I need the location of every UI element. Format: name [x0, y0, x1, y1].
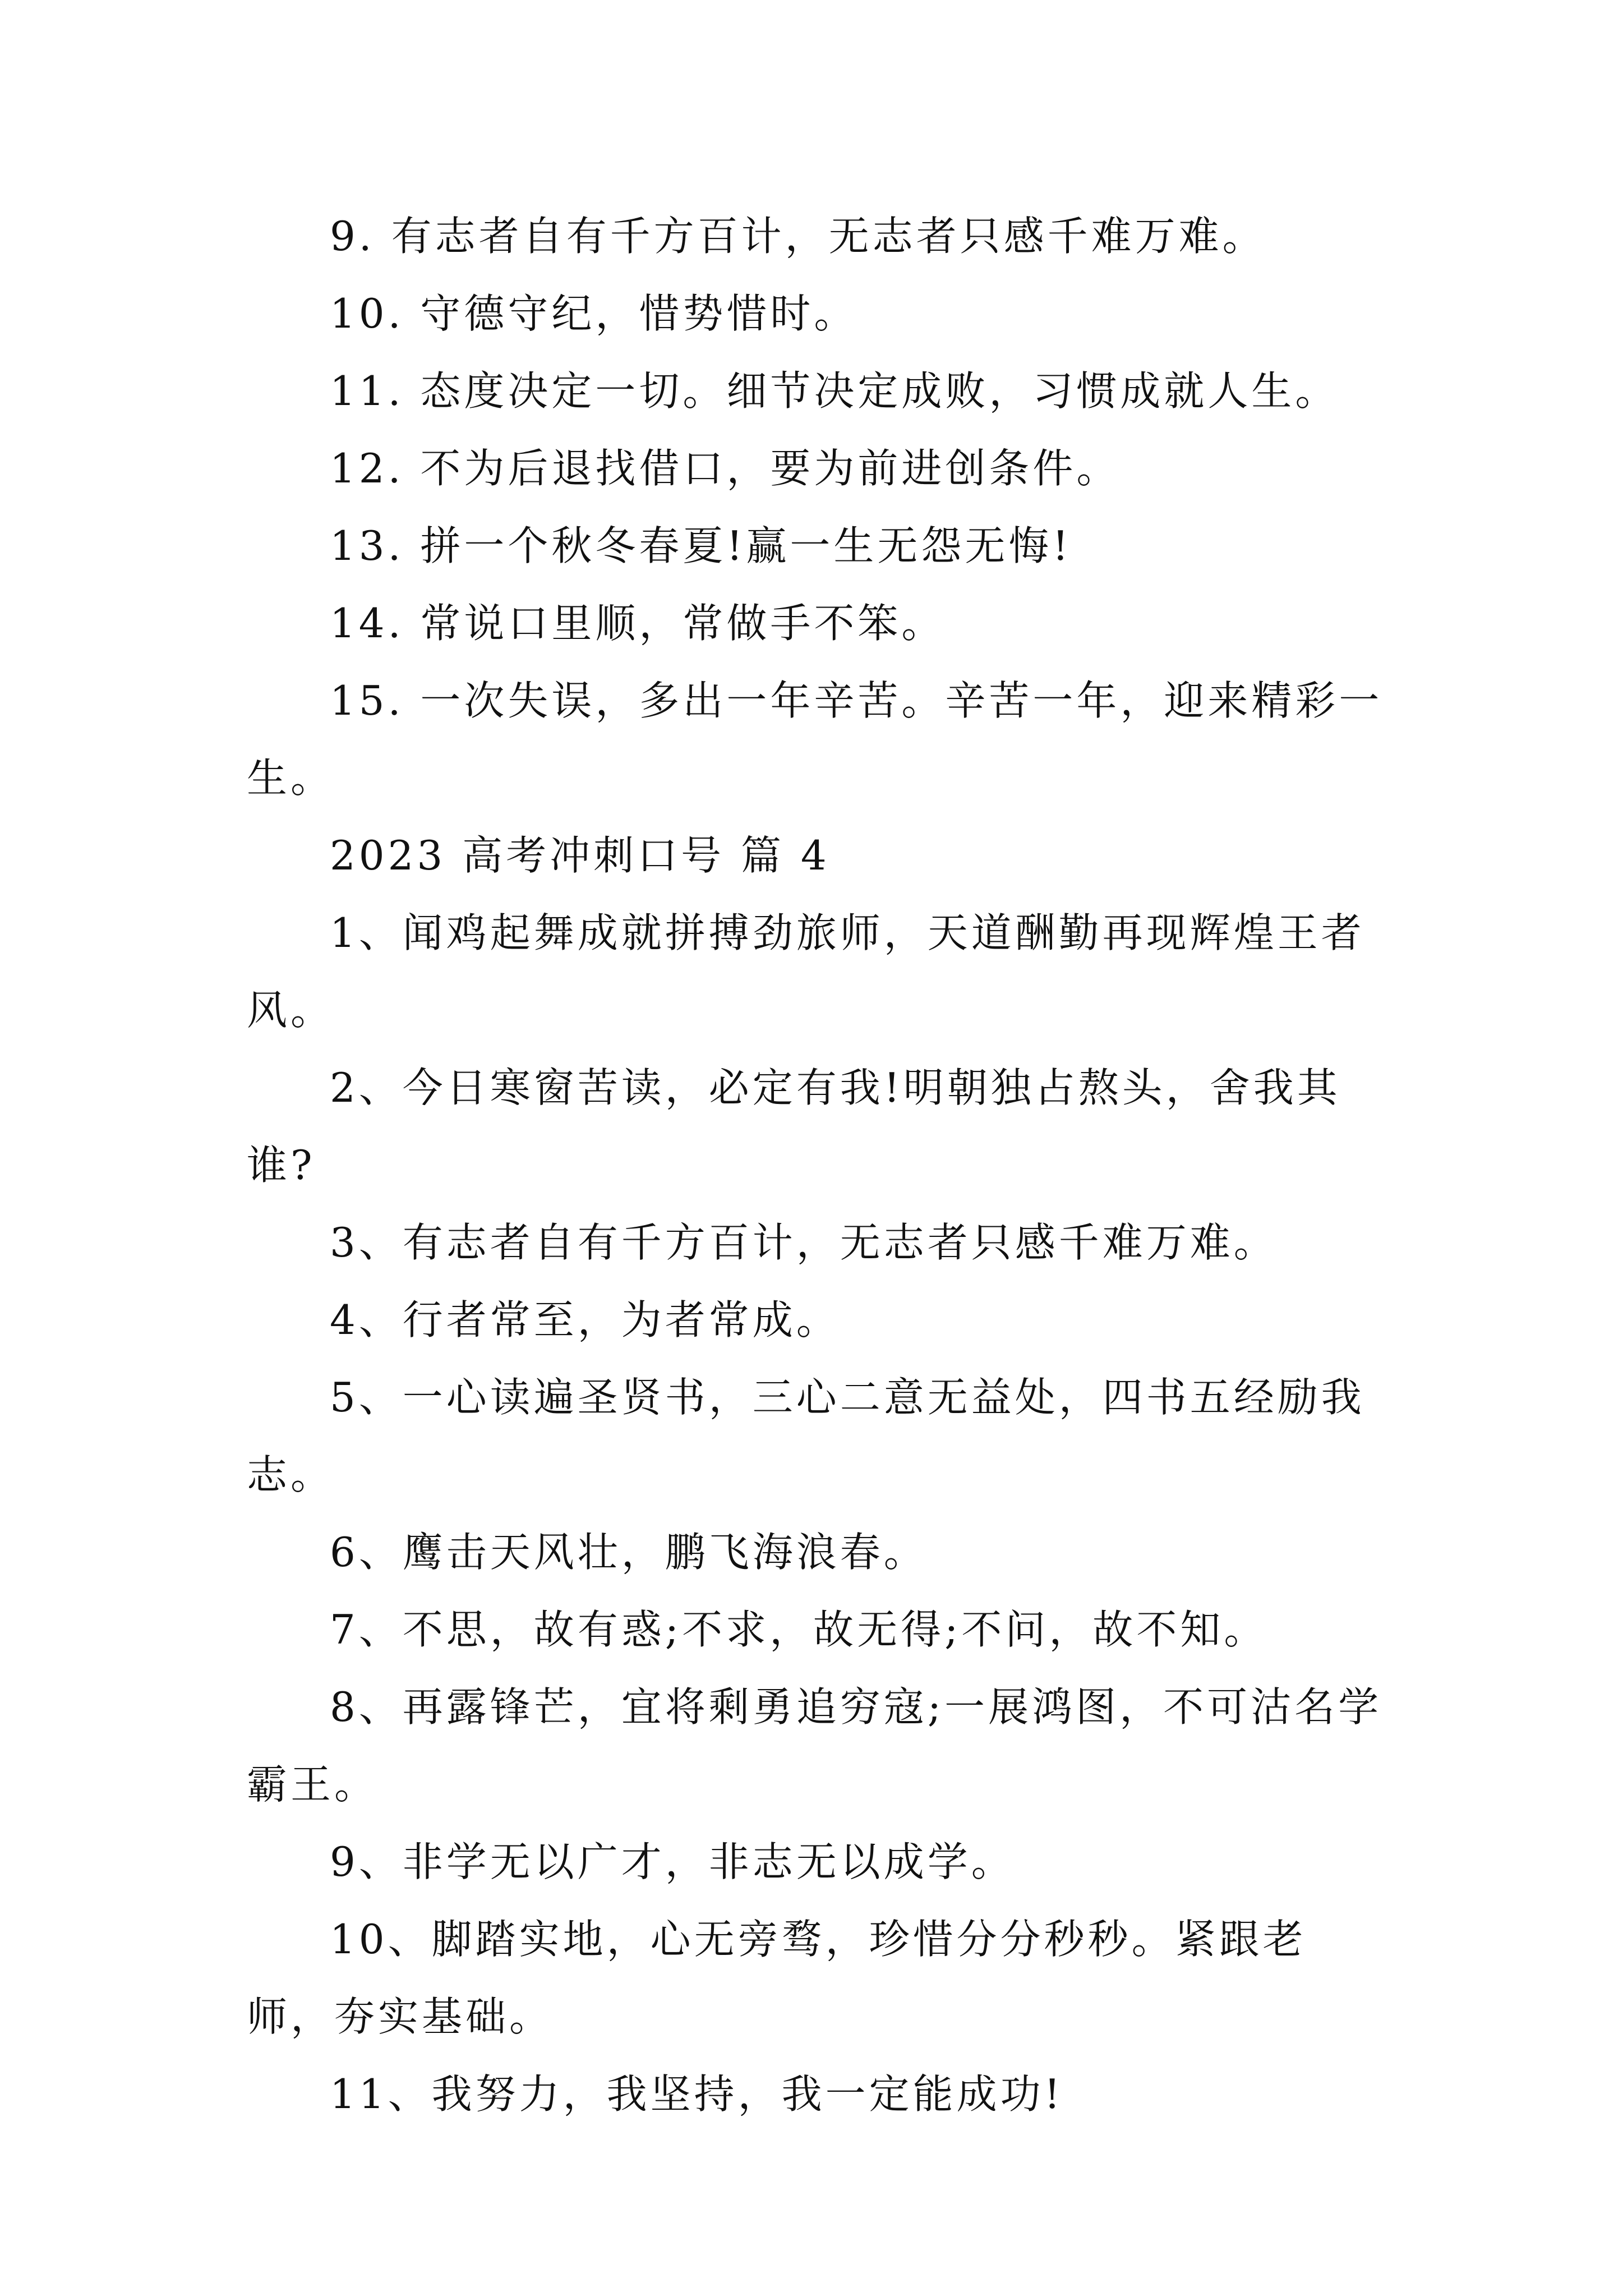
slogan-line-9: 9. 有志者自有千方百计，无志者只感千难万难。 — [330, 213, 1266, 260]
section4-item-11: 11、我努力，我坚持，我一定能成功! — [330, 2070, 1064, 2118]
section4-item-5: 5、一心读遍圣贤书，三心二意无益处，四书五经励我志。 — [247, 1374, 1365, 1498]
slogan-line-12: 12. 不为后退找借口，要为前进创条件。 — [330, 445, 1121, 492]
section4-item-7: 7、不思，故有惑;不求，故无得;不问，故不知。 — [330, 1606, 1268, 1653]
slogan-line-13: 13. 拼一个秋冬春夏!赢一生无怨无悔! — [330, 522, 1072, 569]
section4-item-8: 8、再露锋芒，宜将剩勇追穷寇;一展鸿图，不可沽名学霸王。 — [247, 1683, 1382, 1808]
slogan-line-10: 10. 守德守纪，惜势惜时。 — [330, 290, 858, 337]
section4-item-3: 3、有志者自有千方百计，无志者只感千难万难。 — [330, 1219, 1278, 1266]
section-heading: 2023 高考冲刺口号 篇 4 — [330, 832, 830, 879]
slogan-line-15: 15. 一次失误，多出一年辛苦。辛苦一年，迎来精彩一生。 — [247, 677, 1383, 802]
section4-item-10: 10、脚踏实地，心无旁骛，珍惜分分秒秒。紧跟老师，夯实基础。 — [247, 1916, 1307, 2040]
section4-item-4: 4、行者常至，为者常成。 — [330, 1296, 840, 1343]
section4-item-1: 1、闻鸡起舞成就拼搏劲旅师，天道酬勤再现辉煌王者风。 — [247, 909, 1365, 1034]
section4-item-9: 9、非学无以广才，非志无以成学。 — [330, 1838, 1015, 1885]
section4-item-6: 6、鹰击天风壮，鹏飞海浪春。 — [330, 1529, 928, 1576]
document-body — [247, 197, 1391, 2133]
section4-item-2: 2、今日寒窗苦读，必定有我!明朝独占熬头，舍我其谁? — [247, 1064, 1341, 1189]
slogan-line-11: 11. 态度决定一切。细节决定成败，习惯成就人生。 — [330, 367, 1339, 415]
slogan-line-14: 14. 常说口里顺，常做手不笨。 — [330, 600, 946, 647]
